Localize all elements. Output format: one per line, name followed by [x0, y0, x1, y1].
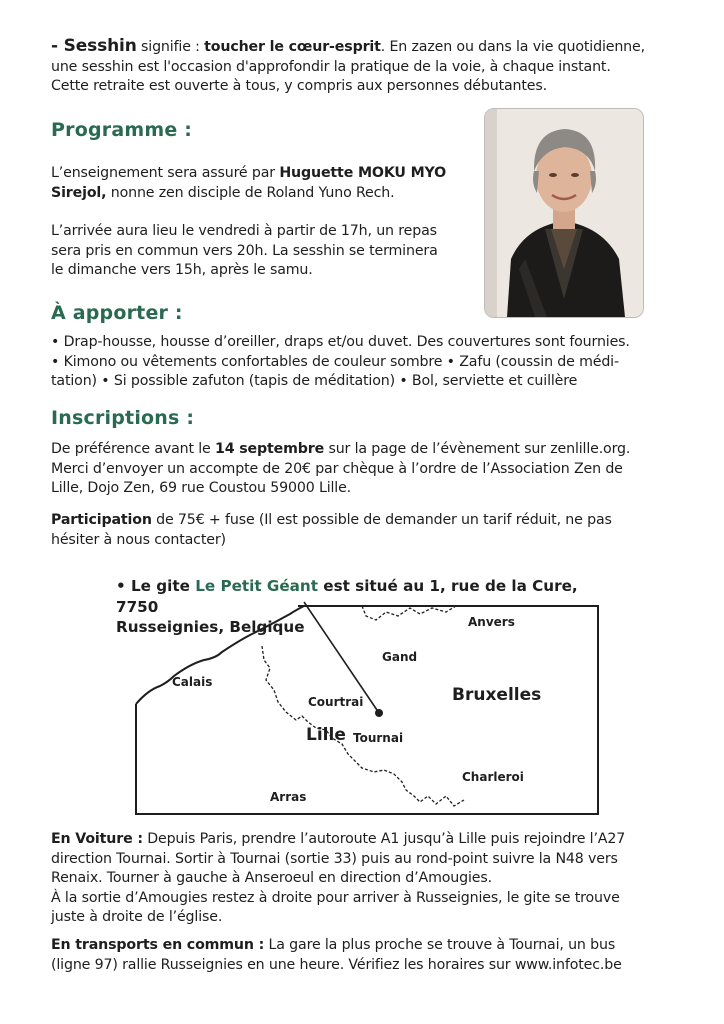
participation-text: de 75€ + fuse (Il est possible de demander un tarif réduit, ne pas — [151, 512, 612, 528]
apporter-heading: À apporter : — [51, 302, 183, 324]
participation-label: Participation — [51, 512, 152, 528]
programme-p2-line-2: sera pris en commun vers 20h. La sesshin se terminera — [51, 242, 438, 259]
inscriptions-line-3: Lille, Dojo Zen, 69 rue Coustou 59000 Lille. — [51, 480, 352, 497]
voiture-paragraph — [51, 830, 671, 928]
city-bruxelles: Bruxelles — [452, 685, 542, 705]
apporter-line-2: • Kimono ou vêtements confortables de couleur sombre • Zafu (coussin de médi- — [51, 353, 619, 370]
inscriptions-heading: Inscriptions : — [51, 407, 195, 429]
city-tournai: Tournai — [353, 731, 404, 745]
map-caption-line-2: Russeignies, Belgique — [116, 618, 305, 636]
teacher-name-1: Huguette MOKU MYO — [279, 165, 447, 181]
intro-signifie: signifie : — [141, 39, 200, 55]
city-courtrai: Courtrai — [308, 695, 364, 709]
transports-l1: La gare la plus proche se trouve à Tournai, un bus — [264, 937, 616, 953]
border-belgium-netherlands — [362, 606, 456, 620]
programme-p1-post: nonne zen disciple de Roland Yuno Rech. — [106, 184, 395, 201]
city-gand: Gand — [382, 650, 418, 664]
programme-p1-pre: L’enseignement sera assuré par — [51, 165, 280, 181]
participation-line-2: hésiter à nous contacter) — [51, 531, 226, 548]
intro-rest: . En zazen ou dans la vie quotidienne, — [380, 39, 645, 55]
intro-line-2: une sesshin est l'occasion d'approfondir la pratique de la voie, à chaque instant. — [51, 58, 611, 75]
voiture-line-5: juste à droite de l’église. — [51, 909, 223, 926]
coastline — [136, 606, 304, 704]
transports-line-1 — [51, 936, 671, 956]
intro-line-3: Cette retraite est ouverte à tous, y compris aux personnes débutantes. — [51, 78, 547, 95]
voiture-line-3: Renaix. Tourner à gauche à Anseroeul en direction d’Amougies. — [51, 870, 492, 887]
transports-line-2: (ligne 97) rallie Russeignies en une heure. Vérifiez les horaires sur www.infotec.be — [51, 956, 622, 973]
transports-label: En transports en commun : — [51, 937, 265, 953]
city-charleroi: Charleroi — [462, 770, 524, 784]
city-lille: Lille — [306, 725, 346, 745]
location-marker — [375, 709, 383, 717]
voiture-l1: Depuis Paris, prendre l’autoroute A1 jusqu’à Lille puis rejoindre l’A27 — [142, 831, 626, 847]
inscriptions-l1-post: sur la page de l’évènement sur zenlille.org. — [324, 441, 631, 457]
intro-lead: - Sesshin — [51, 36, 137, 56]
venue-name: Le Petit Géant — [195, 577, 318, 595]
inscriptions-line-2: Merci d’envoyer un accompte de 20€ par chèque à l’ordre de l’Association Zen de — [51, 460, 623, 477]
programme-p2-line-1: L’arrivée aura lieu le vendredi à partir de 17h, un repas — [51, 223, 437, 239]
intro-highlight: toucher le cœur-esprit — [204, 39, 381, 55]
programme-p2-line-3: le dimanche vers 15h, après le samu. — [51, 262, 313, 279]
voiture-label: En Voiture : — [51, 831, 143, 847]
transports-paragraph — [51, 936, 671, 975]
voiture-line-2: direction Tournai. Sortir à Tournai (sortie 33) puis au rond-point suivre la N48 vers — [51, 850, 618, 867]
border-france-belgium — [262, 646, 464, 806]
voiture-line-4: À la sortie d’Amougies restez à droite pour arriver à Russeignies, le gite se trouve — [51, 889, 620, 906]
city-arras: Arras — [270, 790, 307, 804]
map-caption-post: est situé au 1, rue de la Cure, 7750 — [116, 577, 578, 616]
teacher-name-2: Sirejol, — [51, 184, 107, 201]
apporter-line-3: tation) • Si possible zafuton (tapis de méditation) • Bol, serviette et cuillère — [51, 373, 578, 390]
map-caption-pre: • Le gite — [116, 577, 196, 595]
inscriptions-date: 14 septembre — [215, 441, 325, 457]
city-calais: Calais — [172, 675, 213, 689]
inscriptions-l1-pre: De préférence avant le — [51, 441, 216, 457]
programme-heading: Programme : — [51, 119, 193, 141]
apporter-line-1: • Drap-housse, housse d’oreiller, draps et/ou duvet. Des couvertures sont fournies. — [51, 334, 630, 350]
map-frame — [136, 606, 598, 814]
voiture-line-1 — [51, 830, 671, 850]
city-anvers: Anvers — [468, 615, 515, 629]
